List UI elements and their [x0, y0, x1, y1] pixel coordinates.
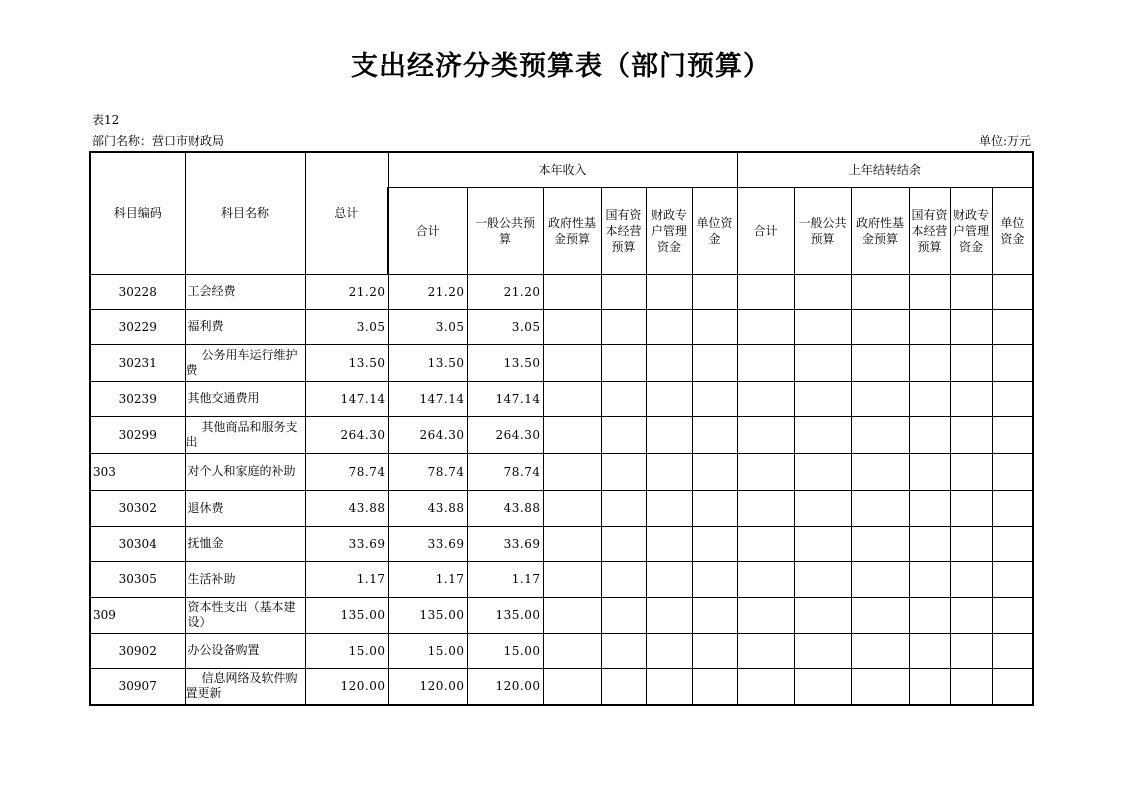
- header-current-state-capital: 国有资本经营预算: [601, 187, 646, 274]
- empty-cell: [646, 668, 692, 705]
- empty-cell: [737, 344, 794, 381]
- empty-cell: [992, 274, 1033, 309]
- table-row: [90, 274, 1033, 309]
- row-name: 其他交通费用: [185, 381, 305, 416]
- empty-cell: [851, 453, 909, 490]
- empty-cell: [646, 453, 692, 490]
- row-current-general: 15.00: [467, 633, 543, 668]
- empty-cell: [851, 526, 909, 561]
- row-code: 30907: [90, 668, 185, 705]
- empty-cell: [692, 668, 737, 705]
- row-name: 工会经费: [185, 274, 305, 309]
- row-current-sum: 135.00: [388, 597, 467, 633]
- row-total: 21.20: [305, 274, 388, 309]
- row-total: 15.00: [305, 633, 388, 668]
- row-total: 147.14: [305, 381, 388, 416]
- empty-cell: [992, 453, 1033, 490]
- table-row: [90, 416, 1033, 453]
- empty-cell: [992, 309, 1033, 344]
- empty-cell: [909, 274, 950, 309]
- header-current-gov-fund: 政府性基金预算: [543, 187, 601, 274]
- empty-cell: [794, 381, 851, 416]
- row-name: 生活补助: [185, 561, 305, 597]
- row-current-sum: 264.30: [388, 416, 467, 453]
- empty-cell: [851, 381, 909, 416]
- empty-cell: [794, 633, 851, 668]
- empty-cell: [543, 381, 601, 416]
- table-row: [90, 490, 1033, 526]
- row-current-sum: 120.00: [388, 668, 467, 705]
- row-code: 30902: [90, 633, 185, 668]
- row-total: 33.69: [305, 526, 388, 561]
- row-total: 1.17: [305, 561, 388, 597]
- row-total: 264.30: [305, 416, 388, 453]
- empty-cell: [601, 597, 646, 633]
- empty-cell: [737, 416, 794, 453]
- empty-cell: [909, 633, 950, 668]
- row-current-sum: 1.17: [388, 561, 467, 597]
- empty-cell: [950, 309, 992, 344]
- empty-cell: [992, 597, 1033, 633]
- table-row: [90, 381, 1033, 416]
- empty-cell: [646, 274, 692, 309]
- empty-cell: [909, 668, 950, 705]
- empty-cell: [851, 309, 909, 344]
- header-current-sum: 合计: [388, 187, 467, 274]
- table-number: 表12: [92, 113, 120, 127]
- row-current-sum: 33.69: [388, 526, 467, 561]
- empty-cell: [543, 668, 601, 705]
- row-code: 30299: [90, 416, 185, 453]
- row-current-sum: 21.20: [388, 274, 467, 309]
- row-code: 30305: [90, 561, 185, 597]
- row-code: 30239: [90, 381, 185, 416]
- row-current-general: 43.88: [467, 490, 543, 526]
- empty-cell: [794, 453, 851, 490]
- empty-cell: [543, 309, 601, 344]
- table-row: [90, 668, 1033, 705]
- empty-cell: [851, 274, 909, 309]
- empty-cell: [909, 597, 950, 633]
- row-name: 抚恤金: [185, 526, 305, 561]
- empty-cell: [692, 597, 737, 633]
- empty-cell: [601, 381, 646, 416]
- row-current-general: 147.14: [467, 381, 543, 416]
- header-current-unit-fund: 单位资金: [692, 187, 737, 274]
- header-prior-general: 一般公共预算: [794, 187, 851, 274]
- empty-cell: [851, 633, 909, 668]
- empty-cell: [601, 344, 646, 381]
- row-current-sum: 147.14: [388, 381, 467, 416]
- empty-cell: [692, 344, 737, 381]
- empty-cell: [909, 490, 950, 526]
- empty-cell: [601, 416, 646, 453]
- row-name: 信息网络及软件购置更新: [185, 668, 305, 705]
- empty-cell: [692, 274, 737, 309]
- empty-cell: [794, 416, 851, 453]
- row-current-sum: 3.05: [388, 309, 467, 344]
- empty-cell: [737, 453, 794, 490]
- empty-cell: [737, 633, 794, 668]
- empty-cell: [646, 526, 692, 561]
- unit-label: 单位:万元: [978, 134, 1031, 148]
- empty-cell: [992, 416, 1033, 453]
- row-code: 303: [90, 453, 185, 490]
- empty-cell: [950, 633, 992, 668]
- row-current-sum: 78.74: [388, 453, 467, 490]
- empty-cell: [950, 453, 992, 490]
- empty-cell: [543, 597, 601, 633]
- row-name: 资本性支出（基本建设）: [185, 597, 305, 633]
- empty-cell: [737, 381, 794, 416]
- empty-cell: [601, 453, 646, 490]
- empty-cell: [950, 561, 992, 597]
- empty-cell: [909, 344, 950, 381]
- empty-cell: [692, 309, 737, 344]
- empty-cell: [950, 526, 992, 561]
- empty-cell: [646, 381, 692, 416]
- empty-cell: [992, 381, 1033, 416]
- empty-cell: [646, 561, 692, 597]
- row-current-general: 3.05: [467, 309, 543, 344]
- empty-cell: [950, 344, 992, 381]
- empty-cell: [950, 416, 992, 453]
- row-total: 135.00: [305, 597, 388, 633]
- header-current-year: 本年收入: [388, 152, 737, 187]
- table-row: [90, 633, 1033, 668]
- empty-cell: [692, 490, 737, 526]
- row-code: 30228: [90, 274, 185, 309]
- table-row: [90, 309, 1033, 344]
- row-current-general: 264.30: [467, 416, 543, 453]
- empty-cell: [950, 597, 992, 633]
- empty-cell: [646, 597, 692, 633]
- empty-cell: [692, 381, 737, 416]
- empty-cell: [543, 526, 601, 561]
- row-total: 120.00: [305, 668, 388, 705]
- page-title: 支出经济分类预算表（部门预算）: [351, 51, 771, 82]
- empty-cell: [601, 490, 646, 526]
- empty-cell: [692, 453, 737, 490]
- empty-cell: [737, 668, 794, 705]
- row-code: 30304: [90, 526, 185, 561]
- empty-cell: [794, 344, 851, 381]
- empty-cell: [543, 453, 601, 490]
- row-code: 30302: [90, 490, 185, 526]
- empty-cell: [601, 309, 646, 344]
- row-code: 309: [90, 597, 185, 633]
- row-code: 30231: [90, 344, 185, 381]
- empty-cell: [909, 561, 950, 597]
- empty-cell: [909, 416, 950, 453]
- empty-cell: [851, 597, 909, 633]
- table-row: [90, 453, 1033, 490]
- row-current-general: 21.20: [467, 274, 543, 309]
- empty-cell: [737, 561, 794, 597]
- header-total: 总计: [305, 152, 388, 274]
- empty-cell: [909, 381, 950, 416]
- row-code: 30229: [90, 309, 185, 344]
- row-total: 13.50: [305, 344, 388, 381]
- row-current-general: 120.00: [467, 668, 543, 705]
- row-name: 福利费: [185, 309, 305, 344]
- table-row: [90, 526, 1033, 561]
- empty-cell: [992, 633, 1033, 668]
- empty-cell: [794, 668, 851, 705]
- empty-cell: [601, 633, 646, 668]
- row-total: 3.05: [305, 309, 388, 344]
- table-row: [90, 597, 1033, 633]
- empty-cell: [543, 416, 601, 453]
- empty-cell: [543, 561, 601, 597]
- empty-cell: [851, 344, 909, 381]
- header-code: 科目编码: [90, 152, 185, 274]
- empty-cell: [909, 526, 950, 561]
- empty-cell: [992, 561, 1033, 597]
- empty-cell: [992, 668, 1033, 705]
- empty-cell: [737, 309, 794, 344]
- empty-cell: [737, 274, 794, 309]
- empty-cell: [851, 668, 909, 705]
- empty-cell: [950, 668, 992, 705]
- empty-cell: [543, 633, 601, 668]
- empty-cell: [737, 526, 794, 561]
- header-name: 科目名称: [185, 152, 305, 274]
- empty-cell: [543, 274, 601, 309]
- empty-cell: [950, 274, 992, 309]
- row-current-sum: 13.50: [388, 344, 467, 381]
- empty-cell: [692, 526, 737, 561]
- empty-cell: [851, 561, 909, 597]
- header-prior-special-account: 财政专户管理资金: [950, 187, 992, 274]
- empty-cell: [737, 597, 794, 633]
- row-name: 其他商品和服务支出: [185, 416, 305, 453]
- row-current-general: 135.00: [467, 597, 543, 633]
- empty-cell: [601, 668, 646, 705]
- row-total: 43.88: [305, 490, 388, 526]
- empty-cell: [909, 309, 950, 344]
- row-name: 对个人和家庭的补助: [185, 453, 305, 490]
- empty-cell: [646, 416, 692, 453]
- empty-cell: [851, 416, 909, 453]
- empty-cell: [692, 561, 737, 597]
- empty-cell: [692, 416, 737, 453]
- header-current-general: 一般公共预算: [467, 187, 543, 274]
- empty-cell: [601, 526, 646, 561]
- empty-cell: [794, 309, 851, 344]
- row-current-general: 78.74: [467, 453, 543, 490]
- header-prior-gov-fund: 政府性基金预算: [851, 187, 909, 274]
- row-current-general: 33.69: [467, 526, 543, 561]
- header-prior-year: 上年结转结余: [737, 152, 1033, 187]
- empty-cell: [992, 490, 1033, 526]
- row-name: 退休费: [185, 490, 305, 526]
- row-current-general: 1.17: [467, 561, 543, 597]
- empty-cell: [646, 633, 692, 668]
- header-prior-unit-fund: 单位资金: [992, 187, 1033, 274]
- department-name: 部门名称：营口市财政局: [92, 134, 225, 148]
- empty-cell: [794, 526, 851, 561]
- row-current-sum: 15.00: [388, 633, 467, 668]
- empty-cell: [737, 490, 794, 526]
- empty-cell: [601, 274, 646, 309]
- empty-cell: [992, 526, 1033, 561]
- budget-table: [89, 151, 1034, 706]
- empty-cell: [950, 381, 992, 416]
- table-row: [90, 344, 1033, 381]
- empty-cell: [794, 274, 851, 309]
- row-name: 办公设备购置: [185, 633, 305, 668]
- empty-cell: [646, 490, 692, 526]
- empty-cell: [992, 344, 1033, 381]
- table-row: [90, 561, 1033, 597]
- empty-cell: [794, 597, 851, 633]
- empty-cell: [909, 453, 950, 490]
- empty-cell: [543, 490, 601, 526]
- empty-cell: [543, 344, 601, 381]
- row-name: 公务用车运行维护费: [185, 344, 305, 381]
- empty-cell: [794, 490, 851, 526]
- empty-cell: [692, 633, 737, 668]
- header-prior-sum: 合计: [737, 187, 794, 274]
- header-prior-state-capital: 国有资本经营预算: [909, 187, 950, 274]
- row-current-sum: 43.88: [388, 490, 467, 526]
- empty-cell: [851, 490, 909, 526]
- empty-cell: [950, 490, 992, 526]
- row-total: 78.74: [305, 453, 388, 490]
- empty-cell: [646, 309, 692, 344]
- empty-cell: [646, 344, 692, 381]
- row-current-general: 13.50: [467, 344, 543, 381]
- empty-cell: [794, 561, 851, 597]
- header-current-special-account: 财政专户管理资金: [646, 187, 692, 274]
- empty-cell: [601, 561, 646, 597]
